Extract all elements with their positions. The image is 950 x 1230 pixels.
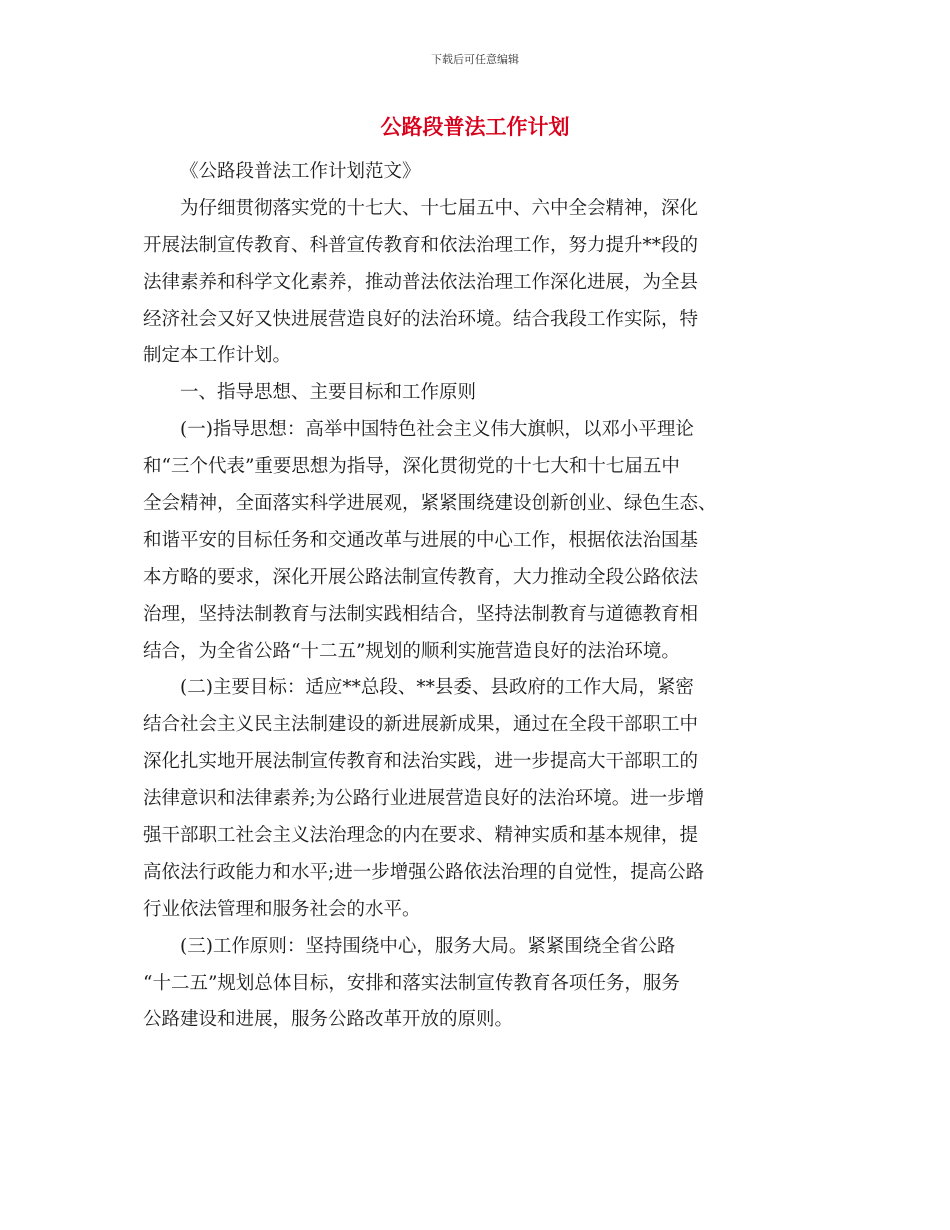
text-line: 法律素养和科学文化素养，推动普法依法治理工作深化进展，为全县 bbox=[143, 271, 699, 293]
text-line: 结合社会主义民主法制建设的新进展新成果，通过在全段干部职工中 bbox=[143, 714, 699, 736]
text-line: 一、指导思想、主要目标和工作原则 bbox=[180, 382, 477, 404]
text-line: 高依法行政能力和水平;进一步增强公路依法治理的自觉性，提高公路 bbox=[143, 861, 705, 883]
text-line: 强干部职工社会主义法治理念的内在要求、精神实质和基本规律，提 bbox=[143, 825, 699, 847]
text-line: 行业依法管理和服务社会的水平。 bbox=[143, 898, 421, 920]
document-title: 公路段普法工作计划 bbox=[380, 115, 570, 139]
text-line: 制定本工作计划。 bbox=[143, 345, 292, 367]
document-body bbox=[143, 154, 805, 1039]
text-line: 经济社会又好又快进展营造良好的法治环境。结合我段工作实际，特 bbox=[143, 308, 699, 330]
text-line: “十二五”规划总体目标，安排和落实法制宣传教育各项任务，服务 bbox=[143, 972, 680, 994]
text-line: 和谐平安的目标任务和交通改革与进展的中心工作，根据依法治国基 bbox=[143, 529, 699, 551]
text-line: 《公路段普法工作计划范文》 bbox=[180, 161, 421, 182]
page-header: 下载后可任意编辑 bbox=[431, 53, 519, 66]
text-line: (二)主要目标：适应**总段、**县委、县政府的工作大局，紧密 bbox=[180, 677, 694, 699]
text-line: 公路建设和进展，服务公路改革开放的原则。 bbox=[143, 1009, 514, 1031]
text-line: 开展法制宣传教育、科普宣传教育和依法治理工作，努力提升**段的 bbox=[143, 234, 699, 256]
text-line: 本方略的要求，深化开展公路法制宣传教育，大力推动全段公路依法 bbox=[143, 566, 699, 588]
text-line: 治理，坚持法制教育与法制实践相结合，坚持法制教育与道德教育相 bbox=[143, 603, 699, 625]
text-line: 法律意识和法律素养;为公路行业进展营造良好的法治环境。进一步增 bbox=[143, 788, 705, 810]
text-line: 为仔细贯彻落实党的十七大、十七届五中、六中全会精神，深化 bbox=[180, 197, 699, 219]
text-line: 结合，为全省公路“十二五”规划的顺利实施营造良好的法治环境。 bbox=[143, 640, 680, 662]
text-line: 全会精神，全面落实科学进展观，紧紧围绕建设创新创业、绿色生态、 bbox=[143, 493, 717, 515]
text-line: (一)指导思想：高举中国特色社会主义伟大旗帜，以邓小平理论 bbox=[180, 419, 694, 441]
text-line: 深化扎实地开展法制宣传教育和法治实践，进一步提高大干部职工的 bbox=[143, 751, 699, 773]
text-line: (三)工作原则：坚持围绕中心，服务大局。紧紧围绕全省公路 bbox=[180, 935, 676, 957]
text-line: 和“三个代表”重要思想为指导，深化贯彻党的十七大和十七届五中 bbox=[143, 456, 680, 478]
